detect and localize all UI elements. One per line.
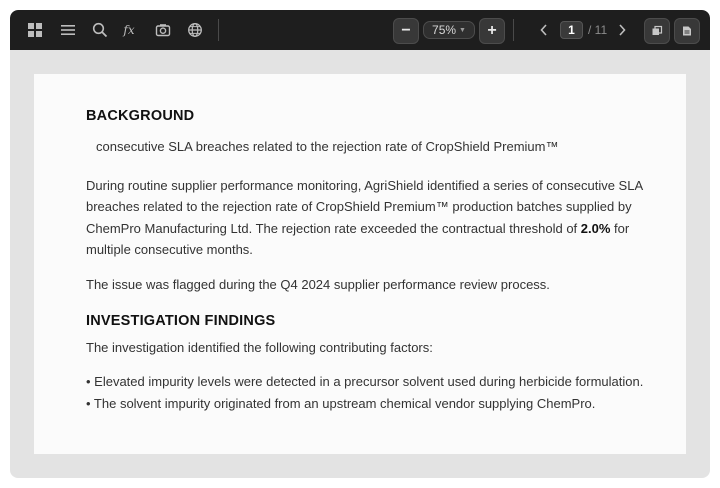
current-page-input[interactable]: 1 xyxy=(560,21,583,39)
list-item: • The solvent impurity originated from an upstream chemical vendor supplying ChemPro. xyxy=(86,395,596,411)
section-heading-background: BACKGROUND xyxy=(86,108,195,124)
threshold-value: 2.0% xyxy=(580,220,611,236)
summary-line: consecutive SLA breaches related to the rejection rate of CropShield Premium™ xyxy=(96,139,559,154)
list-item: • Elevated impurity levels were detected in a precursor solvent used during herbicide formulation. xyxy=(86,373,644,389)
findings-intro: The investigation identified the following contributing factors: xyxy=(86,340,433,355)
function-label: fx xyxy=(123,23,135,37)
paragraph-text: During routine supplier performance monitoring, AgriShield identified a series of consecutive SLA breaches related to the rejection rate of CropShield Premium™ production batches supplied by ChemPro Manufacturing Ltd. The rejection rate exceeded the contractual threshold of xyxy=(86,177,643,236)
zoom-in-button[interactable] xyxy=(479,18,505,44)
function-icon[interactable] xyxy=(119,20,139,40)
globe-icon[interactable] xyxy=(185,20,205,40)
background-paragraph xyxy=(86,175,646,261)
chevron-right-icon[interactable] xyxy=(612,20,632,40)
menu-icon[interactable] xyxy=(58,20,78,40)
chevron-left-icon[interactable] xyxy=(534,20,554,40)
section-heading-findings: INVESTIGATION FINDINGS xyxy=(86,313,276,329)
paragraph-text: for multiple consecutive months. xyxy=(86,220,630,257)
copy-icon[interactable] xyxy=(644,18,670,44)
total-pages: / 11 xyxy=(588,23,608,37)
document-icon[interactable] xyxy=(674,18,700,44)
grid-icon[interactable] xyxy=(25,20,45,40)
zoom-out-label: − xyxy=(401,22,411,39)
pdf-viewer-window xyxy=(10,10,710,478)
findings-list xyxy=(86,371,646,415)
document-content xyxy=(86,108,646,415)
search-icon[interactable] xyxy=(90,20,110,40)
flagged-paragraph: The issue was flagged during the Q4 2024 supplier performance review process. xyxy=(86,276,550,292)
zoom-value: 75% xyxy=(432,23,457,37)
zoom-in-label: + xyxy=(487,22,497,39)
toolbar-divider xyxy=(513,19,514,41)
camera-icon[interactable] xyxy=(153,20,173,40)
zoom-level-select[interactable] xyxy=(423,21,475,39)
document-page xyxy=(34,74,686,454)
chevron-down-icon: ▼ xyxy=(459,26,466,34)
zoom-out-button[interactable] xyxy=(393,18,419,44)
toolbar-divider xyxy=(218,19,219,41)
toolbar xyxy=(10,10,710,50)
